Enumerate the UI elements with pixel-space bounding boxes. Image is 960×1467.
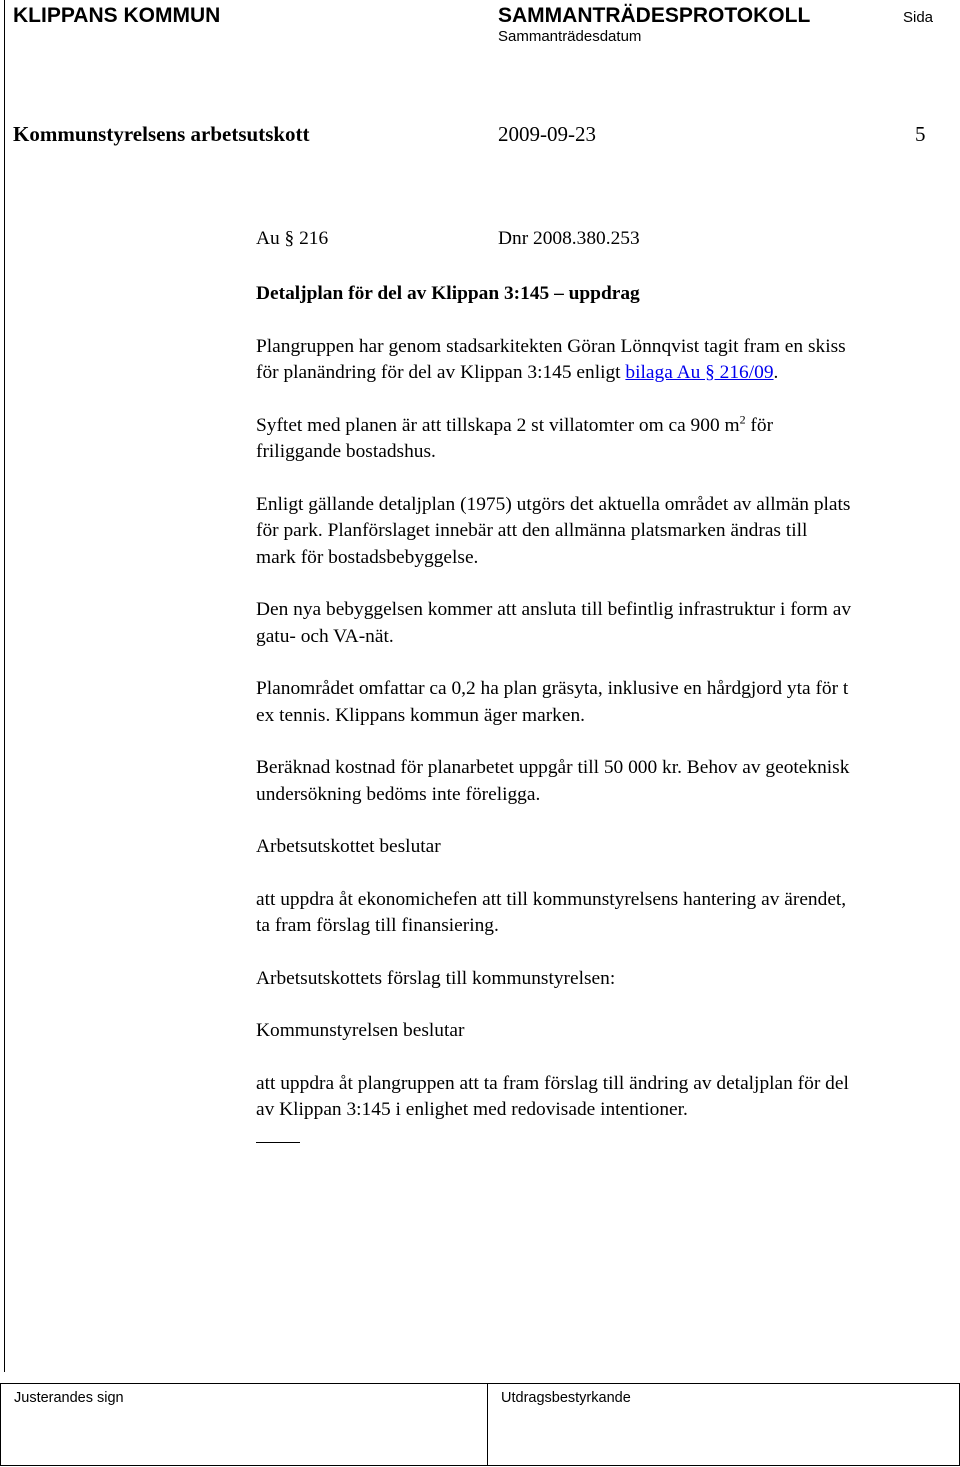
decision-ks-heading: Kommunstyrelsen beslutar (256, 1020, 465, 1041)
text-line: Planområdet omfattar ca 0,2 ha plan gräsyta, inklusive en hårdgjord yta för t (256, 678, 849, 699)
text-line: för planändring för del av Klippan 3:145 enligt (256, 362, 626, 383)
case-dnr: Dnr 2008.380.253 (498, 228, 640, 249)
proposal-heading: Arbetsutskottets förslag till kommunstyrelsen: (256, 967, 616, 989)
text-line: Enligt gällande detaljplan (1975) utgörs det aktuella området av allmän plats (256, 493, 851, 515)
text-line: Plangruppen har genom stadsarkitekten Göran Lönnqvist tagit fram en skiss (256, 335, 846, 357)
meeting-date-label: Sammanträdesdatum (498, 28, 642, 45)
text-line: att uppdra åt plangruppen att ta fram förslag till ändring av detaljplan för del (256, 1072, 849, 1094)
protocol-title: SAMMANTRÄDESPROTOKOLL (498, 4, 811, 27)
text-line: friliggande bostadshus. (256, 441, 436, 462)
decision-ks-text (256, 1071, 956, 1124)
text-line: för (745, 414, 774, 436)
paragraph-plan-area (256, 676, 956, 729)
decision-au-heading: Arbetsutskottet beslutar (256, 836, 441, 857)
text-line: ta fram förslag till finansiering. (256, 915, 499, 936)
sign-label: Justerandes sign (14, 1390, 124, 1406)
paragraph-cost (256, 755, 956, 808)
text-line: mark för bostadsbebyggelse. (256, 546, 479, 568)
case-paragraph: Au § 216 (256, 228, 329, 249)
paragraph-current-plan (256, 492, 956, 572)
committee-name: Kommunstyrelsens arbetsutskott (13, 122, 310, 146)
certify-label: Utdragsbestyrkande (501, 1390, 631, 1406)
text-line: av Klippan 3:145 i enlighet med redovisade intentioner. (256, 1099, 688, 1120)
text-line: Beräknad kostnad för planarbetet uppgår till 50 000 kr. Behov av geoteknisk (256, 757, 850, 778)
superscript: 2 (739, 412, 746, 427)
case-title: Detaljplan för del av Klippan 3:145 – uppdrag (256, 283, 640, 304)
text-line: Den nya bebyggelsen kommer att ansluta till befintlig infrastruktur i form av (256, 599, 852, 620)
paragraph-infrastructure (256, 597, 956, 650)
paragraph-purpose (256, 413, 956, 466)
decision-au-text (256, 887, 956, 940)
text-line: att uppdra åt ekonomichefen att till kommunstyrelsens hantering av ärendet, (256, 888, 847, 910)
text-line: . (773, 362, 779, 383)
attachment-link[interactable]: bilaga Au § 216/09 (625, 362, 774, 383)
text-line: Syftet med planen är att tillskapa 2 st villatomter om ca 900 m (256, 414, 740, 436)
case-body (256, 281, 956, 1124)
text-line: för park. Planförslaget innebär att den allmänna platsmarken ändras till (256, 520, 808, 541)
signature-footer (0, 1383, 960, 1466)
page-number: 5 (915, 122, 926, 146)
text-line: undersökning bedöms inte föreligga. (256, 783, 541, 805)
sign-cell (1, 1384, 488, 1465)
text-line: gatu- och VA-nät. (256, 625, 394, 647)
end-rule (256, 1142, 300, 1143)
certify-cell (488, 1384, 959, 1465)
meeting-date: 2009-09-23 (498, 122, 596, 146)
text-line: ex tennis. Klippans kommun äger marken. (256, 704, 586, 726)
page-label: Sida (903, 9, 934, 26)
paragraph-background (256, 334, 956, 387)
left-margin-rule (4, 0, 5, 1372)
municipality-name: KLIPPANS KOMMUN (13, 4, 221, 27)
